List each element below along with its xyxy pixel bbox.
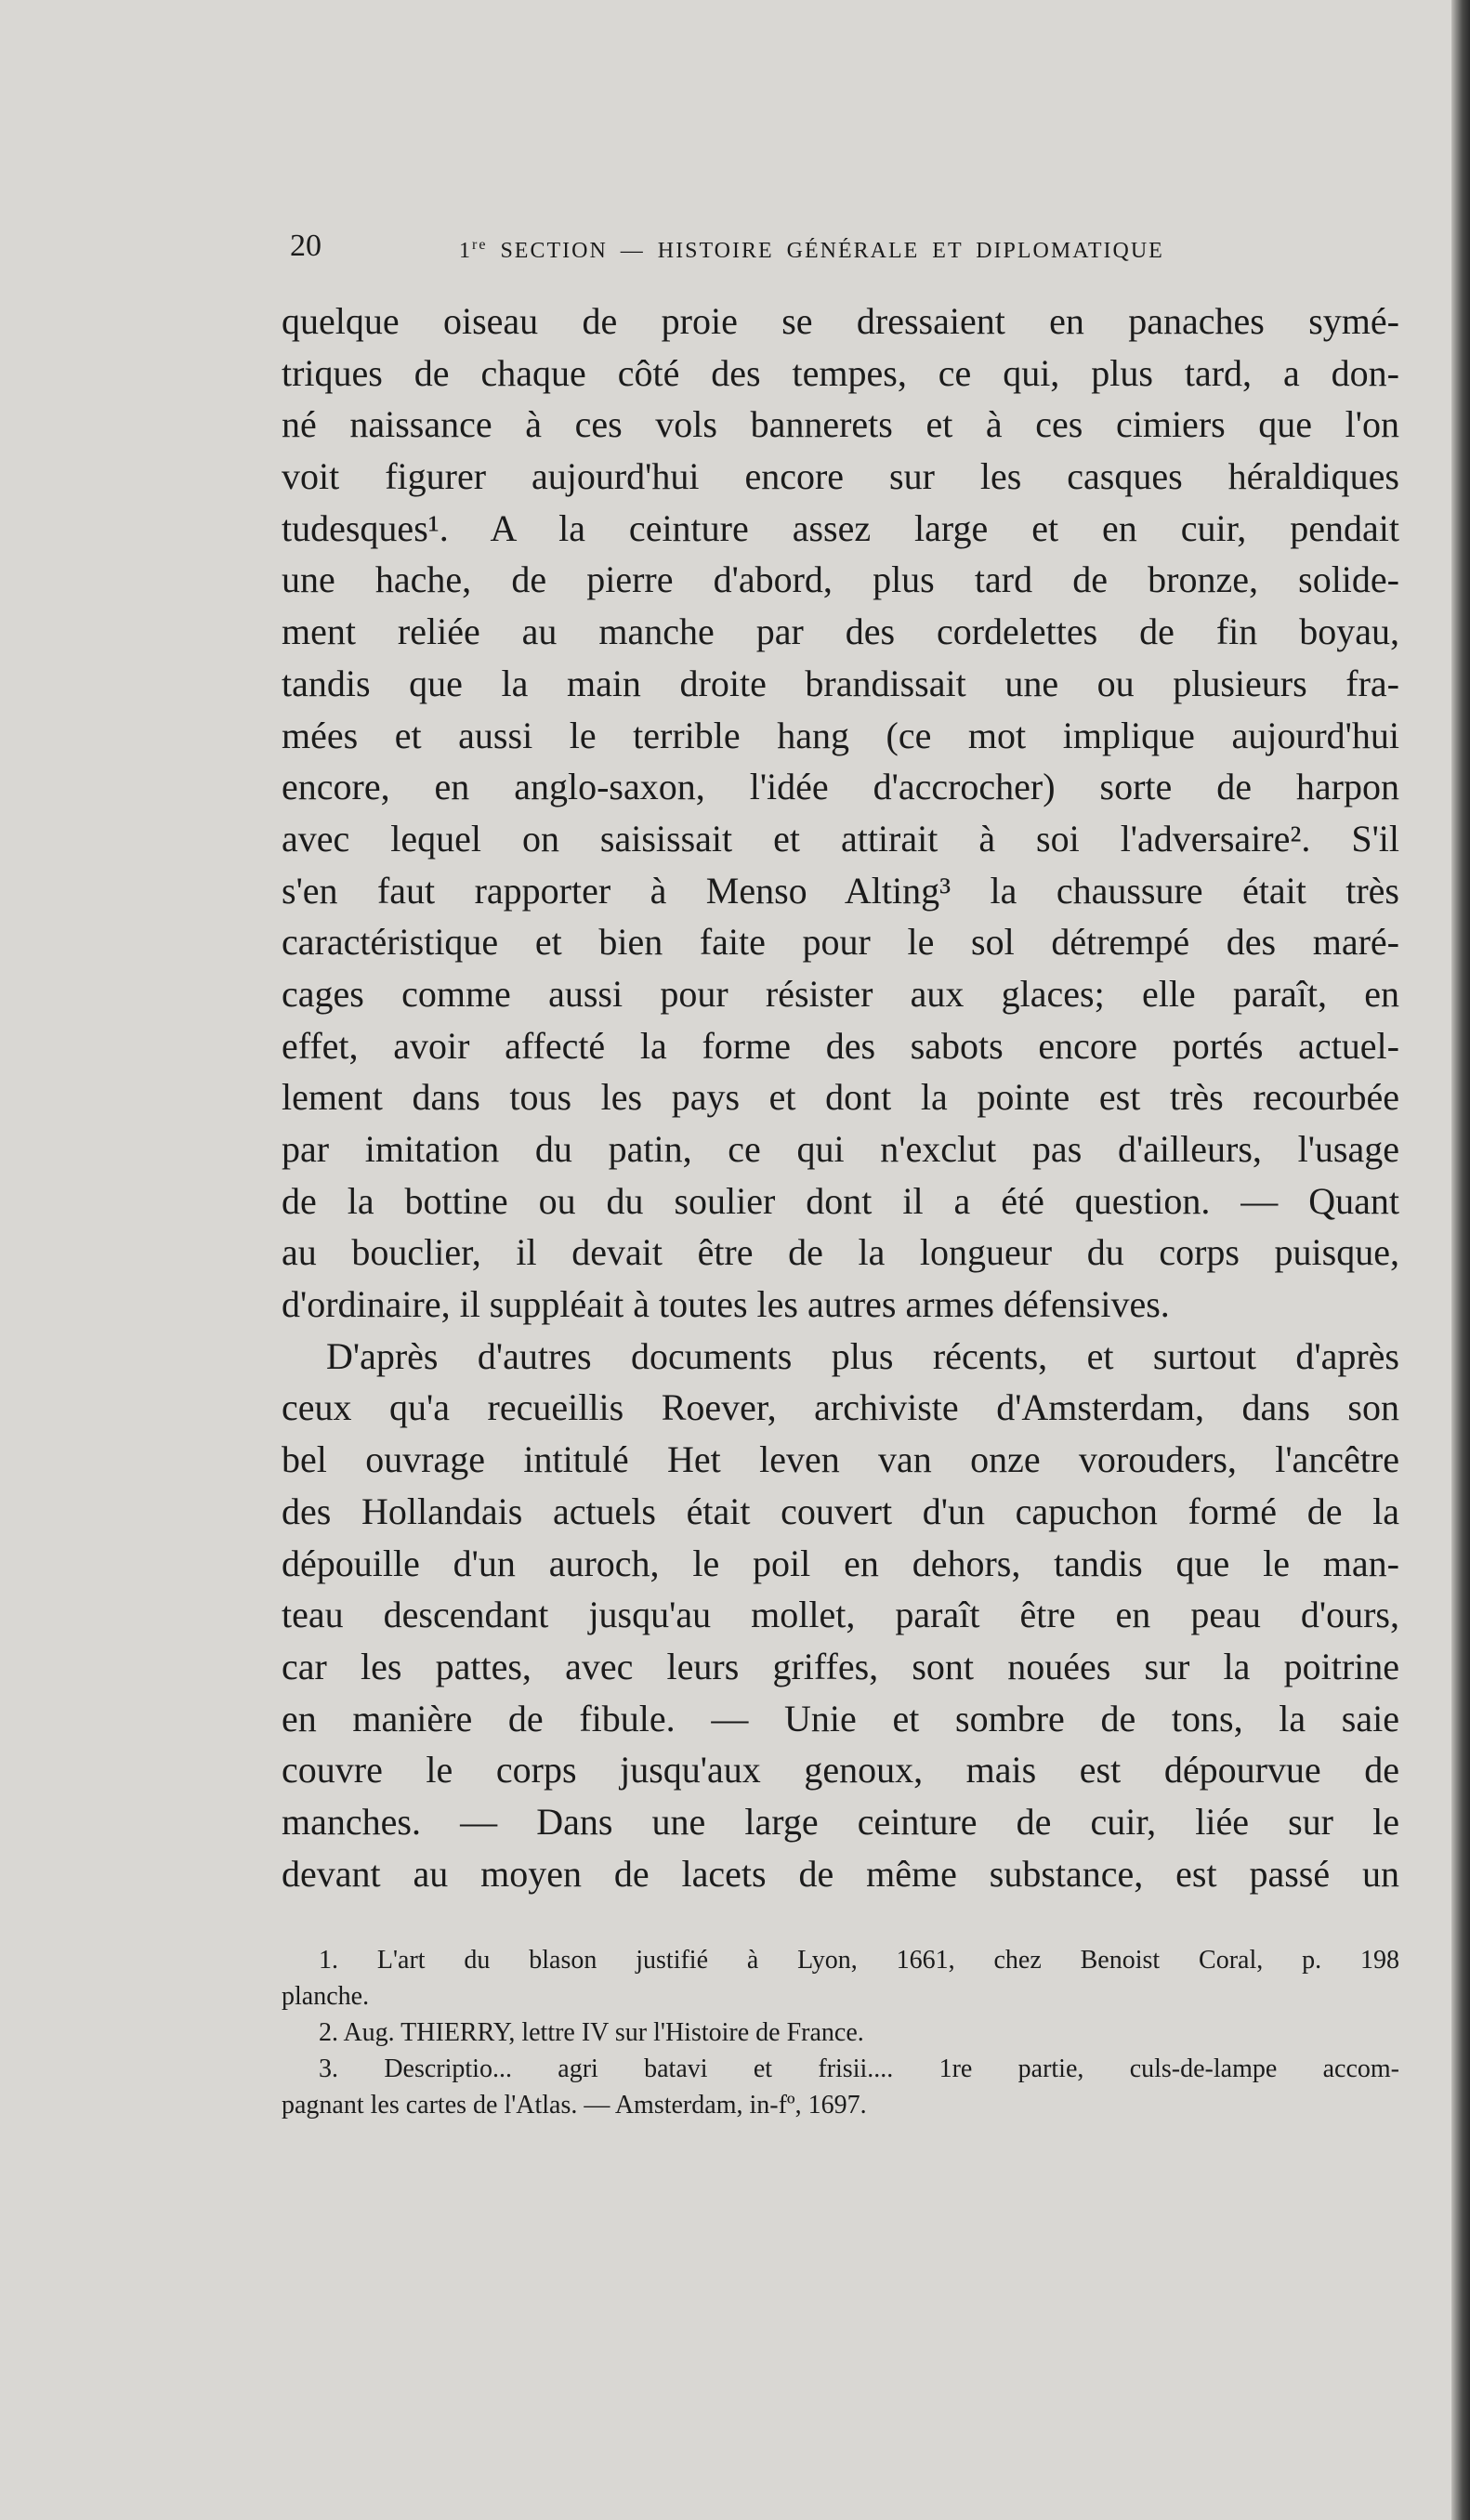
body-line: en manière de fibule. — Unie et sombre de tons, la saie xyxy=(282,1697,1399,1739)
body-line: avec lequel on saisissait et attirait à soi l'adversaire². S'il xyxy=(282,817,1399,860)
body-line: ceux qu'a recueillis Roever, archiviste d'Amsterdam, dans son xyxy=(282,1386,1399,1429)
body-line: au bouclier, il devait être de la longueur du corps puisque, xyxy=(282,1231,1399,1274)
body-line: devant au moyen de lacets de même substance, est passé un xyxy=(282,1852,1399,1895)
body-line: couvre le corps jusqu'aux genoux, mais est dépourvue de xyxy=(282,1749,1399,1792)
footnote-line: 2. Aug. THIERRY, lettre IV sur l'Histoire de France. xyxy=(319,2018,864,2047)
running-title: SECTION — HISTOIRE GÉNÉRALE ET DIPLOMATIQUE xyxy=(500,239,1164,263)
body-line: tandis que la main droite brandissait une ou plusieurs fra- xyxy=(282,662,1399,704)
body-line: d'ordinaire, il suppléait à toutes les autres armes défensives. xyxy=(282,1283,1170,1326)
body-line: lement dans tous les pays et dont la pointe est très recourbée xyxy=(282,1076,1399,1119)
body-line: voit figurer aujourd'hui encore sur les casques héraldiques xyxy=(282,455,1399,498)
body-line: car les pattes, avec leurs griffes, sont nouées sur la poitrine xyxy=(282,1645,1399,1687)
running-head xyxy=(459,237,1164,264)
section-ordinal-suffix: re xyxy=(472,237,488,253)
body-line: triques de chaque côté des tempes, ce qui, plus tard, a don- xyxy=(282,351,1399,394)
body-line: quelque oiseau de proie se dressaient en panaches symé- xyxy=(282,300,1399,342)
body-line: encore, en anglo-saxon, l'idée d'accrocher) sorte de harpon xyxy=(282,766,1399,808)
body-line: mées et aussi le terrible hang (ce mot implique aujourd'hui xyxy=(282,714,1399,756)
body-line: dépouille d'un auroch, le poil en dehors, tandis que le man- xyxy=(282,1542,1399,1584)
footnote-line: 1. L'art du blason justifié à Lyon, 1661, chez Benoist Coral, p. 198 xyxy=(319,1946,1399,1975)
body-line: tudesques¹. A la ceinture assez large et en cuir, pendait xyxy=(282,506,1399,549)
body-line: effet, avoir affecté la forme des sabots encore portés actuel- xyxy=(282,1024,1399,1067)
body-line: manches. — Dans une large ceinture de cuir, liée sur le xyxy=(282,1800,1399,1843)
body-line: bel ouvrage intitulé Het leven van onze vorouders, l'ancêtre xyxy=(282,1438,1399,1481)
body-line: né naissance à ces vols bannerets et à ces cimiers que l'on xyxy=(282,403,1399,446)
body-line: ment reliée au manche par des cordelettes de fin boyau, xyxy=(282,610,1399,653)
body-line: teau descendant jusqu'au mollet, paraît être en peau d'ours, xyxy=(282,1594,1399,1636)
footnote-line: pagnant les cartes de l'Atlas. — Amsterdam, in-fº, 1697. xyxy=(282,2091,867,2120)
body-line: une hache, de pierre d'abord, plus tard de bronze, solide- xyxy=(282,558,1399,601)
page-number: 20 xyxy=(290,229,322,263)
body-line: de la bottine ou du soulier dont il a été question. — Quant xyxy=(282,1179,1399,1222)
body-line: par imitation du patin, ce qui n'exclut pas d'ailleurs, l'usage xyxy=(282,1128,1399,1170)
section-ordinal: 1 xyxy=(459,239,472,263)
body-text xyxy=(282,295,1399,1899)
body-line: des Hollandais actuels était couvert d'un capuchon formé de la xyxy=(282,1490,1399,1532)
footnote-line: planche. xyxy=(282,1982,370,2011)
footnote-line: 3. Descriptio... agri batavi et frisii.... 1re partie, culs-de-lampe accom- xyxy=(319,2054,1399,2083)
body-line: s'en faut rapporter à Menso Alting³ la chaussure était très xyxy=(282,869,1399,912)
body-line: caractéristique et bien faite pour le sol détrempé des maré- xyxy=(282,921,1399,964)
body-line: cages comme aussi pour résister aux glaces; elle paraît, en xyxy=(282,972,1399,1015)
footnotes xyxy=(282,1942,1399,2123)
page-header xyxy=(290,229,1252,266)
book-spine-edge xyxy=(1451,0,1470,2520)
body-line: D'après d'autres documents plus récents, et surtout d'après xyxy=(326,1334,1399,1377)
